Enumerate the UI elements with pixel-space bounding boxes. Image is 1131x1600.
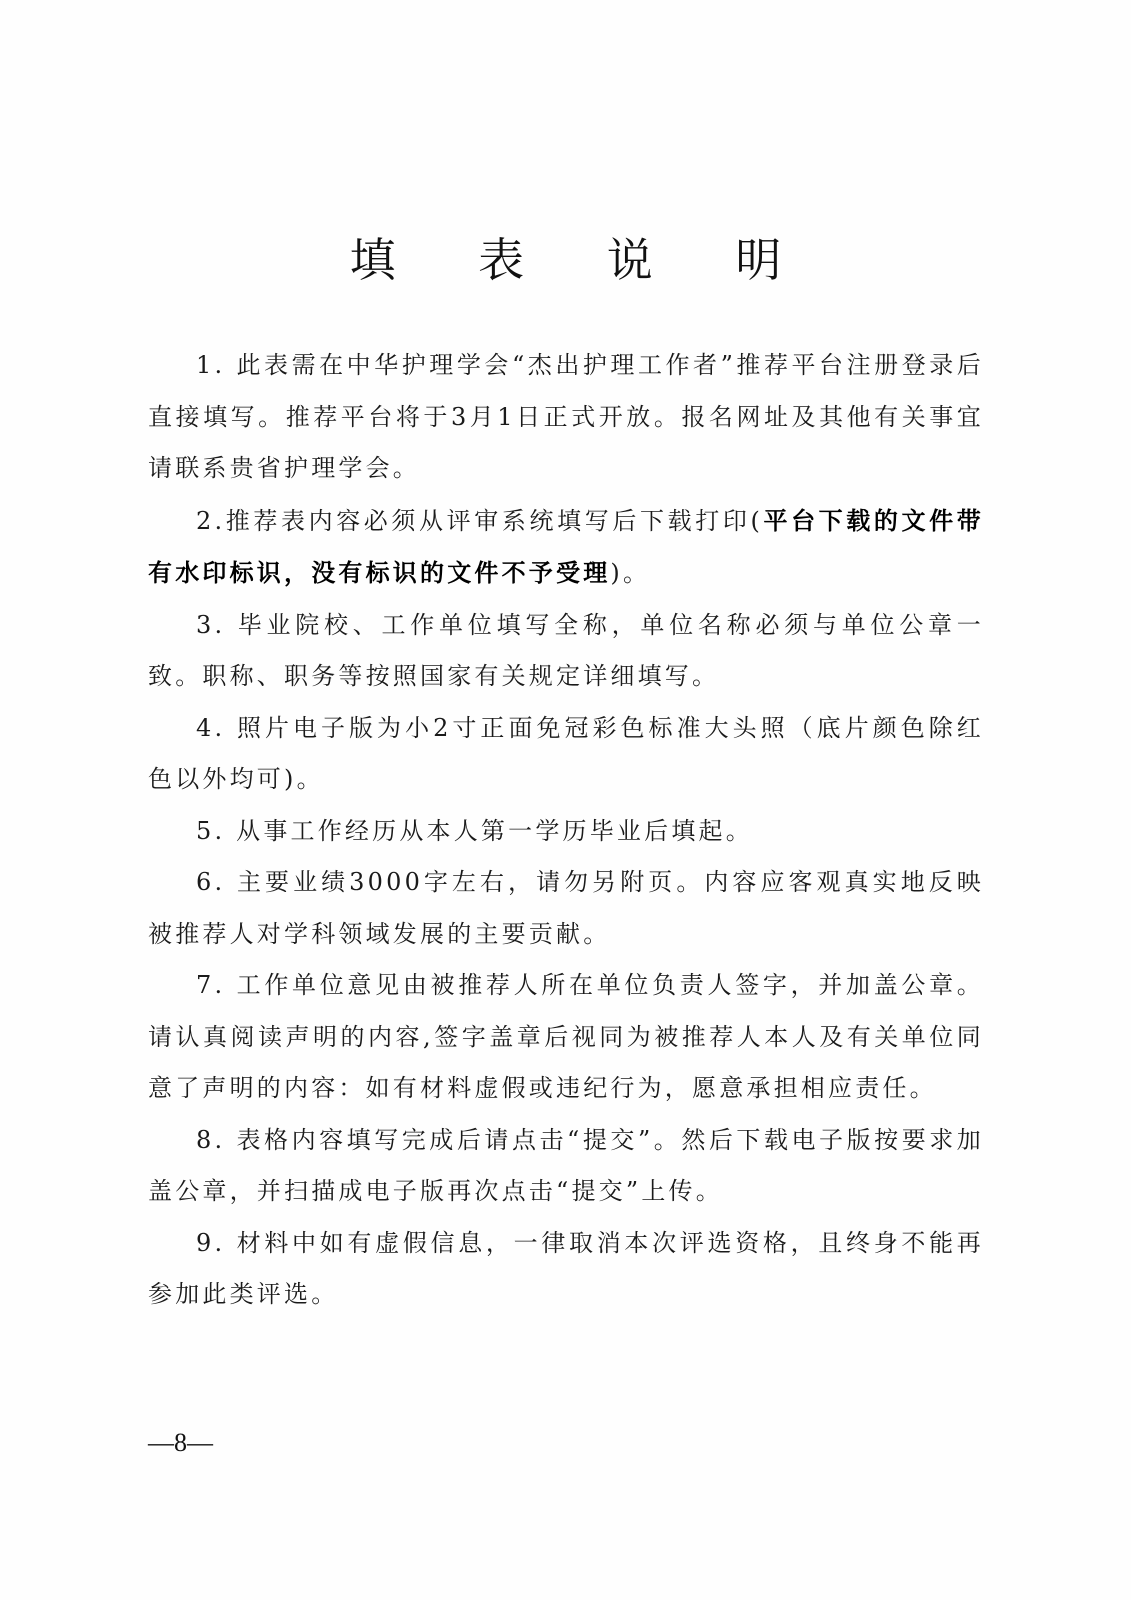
- instruction-item-2-pre: 2.推荐表内容必须从评审系统填写后下载打印(: [196, 506, 764, 535]
- page-number: —8—: [148, 1428, 213, 1457]
- page-title: 填 表 说 明: [349, 233, 816, 287]
- instruction-item-2: [148, 495, 984, 600]
- instruction-item-2-bold: 平台下载的文件带有水印标识，没有标识的文件不予受理: [148, 505, 984, 587]
- instruction-item-6: 6. 主要业绩3000字左右，请勿另附页。内容应客观真实地反映被推荐人对学科领域发展的主要贡献。: [148, 868, 984, 948]
- instruction-item-8: 8. 表格内容填写完成后请点击“提交”。然后下载电子版按要求加盖公章，并扫描成电子版再次点击“提交”上传。: [148, 1125, 984, 1205]
- instruction-item-1: 1. 此表需在中华护理学会“杰出护理工作者”推荐平台注册登录后直接填写。推荐平台将于3月1日正式开放。报名网址及其他有关事宜请联系贵省护理学会。: [148, 351, 984, 482]
- instruction-item-9: 9. 材料中如有虚假信息，一律取消本次评选资格，且终身不能再参加此类评选。: [148, 1228, 984, 1308]
- instruction-item-2-post: )。: [610, 559, 651, 587]
- instruction-item-5: 5. 从事工作经历从本人第一学历毕业后填起。: [196, 816, 753, 845]
- instruction-item-4: 4. 照片电子版为小2寸正面免冠彩色标准大头照（底片颜色除红色以外均可)。: [148, 713, 984, 793]
- instructions-list: [148, 340, 984, 1321]
- instruction-item-7: 7. 工作单位意见由被推荐人所在单位负责人签字，并加盖公章。请认真阅读声明的内容,签字盖章后视同为被推荐人本人及有关单位同意了声明的内容：如有材料虚假或违纪行为，愿意承担相应责任。: [148, 971, 984, 1102]
- instruction-item-3: 3. 毕业院校、工作单位填写全称，单位名称必须与单位公章一致。职称、职务等按照国家有关规定详细填写。: [148, 610, 984, 690]
